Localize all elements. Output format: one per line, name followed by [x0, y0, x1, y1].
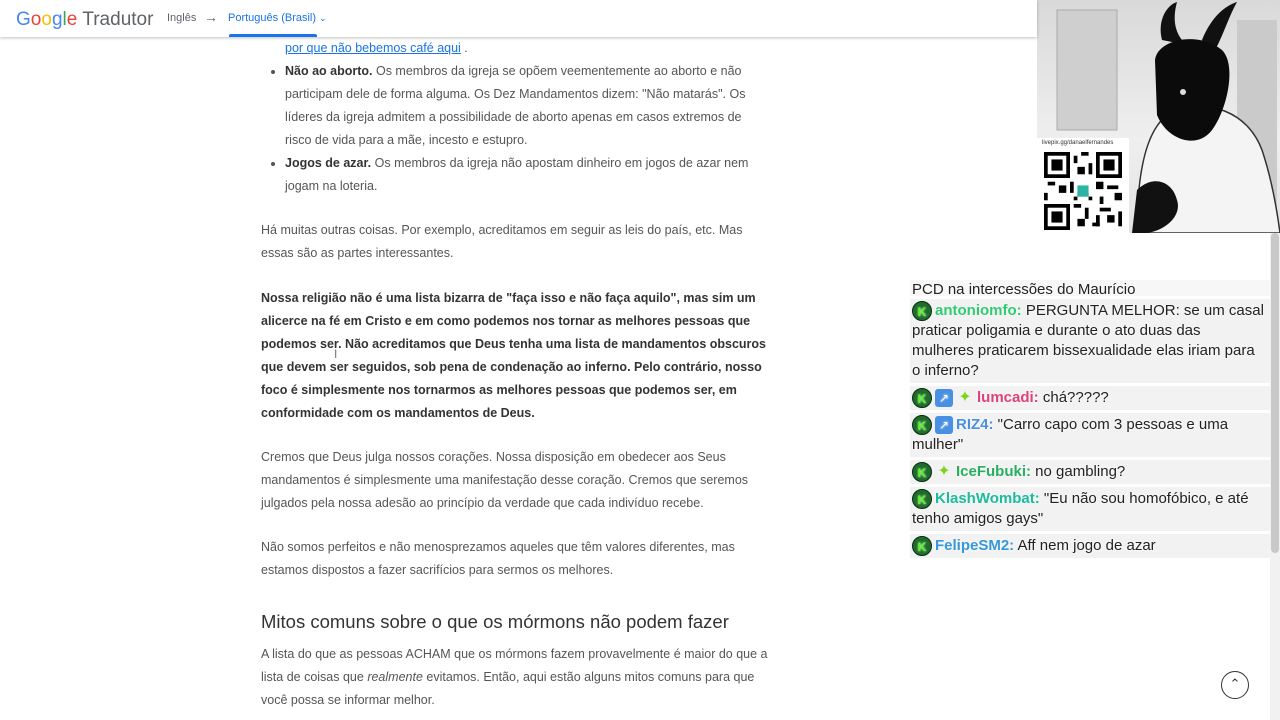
chat-message-list: [910, 299, 1270, 558]
chevron-up-icon: ⌃: [1229, 676, 1241, 691]
pickaxe-badge-icon: ↗: [935, 389, 953, 407]
chevron-down-icon: ⌄: [319, 13, 327, 23]
logo-letter: e: [66, 9, 78, 30]
qr-code-card[interactable]: [1037, 138, 1129, 233]
translate-toolbar: [0, 0, 1037, 37]
list-item: [285, 152, 771, 198]
chat-text: "Eu não sou homofóbico, e até tenho amigos gays": [912, 490, 1249, 528]
chat-text: "Carro capo com 3 pessoas e uma mulher": [912, 416, 1229, 454]
logo-letter: l: [62, 9, 67, 30]
paragraph: Não somos perfeitos e não menosprezamos aqueles que têm valores diferentes, mas estamos dispostos a fazer sacrifícios para sermos os melhores.: [261, 540, 735, 577]
bullet-text: Os membros da igreja não apostam dinheiro em jogos de azar nem jogam na loteria.: [285, 156, 749, 193]
kick-badge-icon: K: [912, 415, 932, 435]
emphasis-text: realmente: [367, 670, 423, 684]
webcam-overlay: [1037, 0, 1280, 233]
paragraph-text: evitamos. Então, aqui estão alguns mitos comuns para que você possa se informar melhor.: [261, 670, 755, 707]
coffee-article-link[interactable]: por que não bebemos café aqui: [285, 41, 461, 55]
chat-message: [910, 386, 1270, 410]
article-body: [261, 37, 771, 712]
target-language-button[interactable]: [228, 12, 327, 24]
kick-badge-icon: K: [912, 536, 932, 556]
chat-message: [910, 487, 1270, 531]
kick-badge-icon: K: [912, 301, 932, 321]
google-translate-logo[interactable]: [16, 9, 153, 31]
chat-message: [910, 460, 1270, 484]
logo-letter: o: [41, 9, 52, 30]
arrow-right-icon: →: [204, 9, 218, 25]
chat-username[interactable]: antoniomfo:: [935, 302, 1022, 319]
paragraph: Cremos que Deus julga nossos corações. Nossa disposição em obedecer aos Seus mandamentos é simplesmente uma manifestação desse coração. Cremos que seremos julgados pela nossa adesão ao princípio da verdade que cada indivíduo recebe.: [261, 450, 749, 510]
chat-username[interactable]: RIZ4:: [956, 416, 994, 434]
paragraph: [261, 643, 771, 712]
text-cursor-icon: I: [334, 347, 338, 361]
page-scrollbar[interactable]: [1270, 233, 1280, 720]
chat-text: Aff nem jogo de azar: [1014, 537, 1156, 555]
chat-message: [910, 413, 1270, 457]
source-language-button[interactable]: Inglês: [167, 12, 197, 24]
list-item: [285, 37, 771, 60]
kick-badge-icon: K: [912, 489, 932, 509]
sparkle-badge-icon: ✦: [958, 389, 972, 407]
logo-letter: o: [30, 9, 42, 30]
bullet-title: Jogos de azar.: [285, 156, 372, 170]
list-item: [285, 60, 771, 152]
link-suffix: .: [460, 41, 468, 55]
scroll-to-top-button[interactable]: [1221, 671, 1249, 699]
bullet-list: [261, 37, 771, 198]
target-language-label: Português (Brasil): [228, 12, 317, 24]
logo-letter: G: [16, 9, 31, 30]
sparkle-badge-icon: ✦: [937, 463, 951, 481]
chat-text: no gambling?: [1031, 463, 1126, 481]
bullet-text: Os membros da igreja se opõem veementemente ao aborto e não participam dele de forma alguma. Os Dez Mandamentos dizem: "Não matarás". Os líderes da igreja admitem a possibilidade de aborto apenas em casos extremos de risco de vida para a mãe, incesto e estupro.: [285, 64, 746, 147]
paragraph-bold: Nossa religião não é uma lista bizarra de "faça isso e não faça aquilo", mas sim um alicerce na fé em Cristo e em como podemos nos tornar as melhores pessoas que podemos ser. Não acreditamos que Deus tenha uma lista de mandamentos obscuros que devem ser seguidos, sob pena de condenação ao inferno. Pelo contrário, nosso foco é simplesmente nos tornarmos as melhores pessoas que podemos ser, em conformidade com os mandamentos de Deus.: [261, 291, 767, 420]
chat-text: chá?????: [1038, 389, 1109, 407]
chat-message: [910, 534, 1270, 558]
chat-username[interactable]: IceFubuki:: [956, 463, 1032, 481]
stream-chat: [910, 280, 1270, 561]
chat-username[interactable]: lumcadi:: [977, 389, 1039, 407]
qr-code-icon: [1044, 152, 1122, 230]
chat-text: PERGUNTA MELHOR: se um casal praticar poligamia e durante o ato duas das mulheres praticarem bissexualidade elas iriam para o inferno?: [912, 302, 1264, 380]
bullet-title: Não ao aborto.: [285, 64, 373, 78]
paragraph-text: A lista do que as pessoas ACHAM que os mórmons fazem provavelmente é maior do que a lista de coisas que: [261, 647, 768, 684]
paragraph: Há muitas outras coisas. Por exemplo, acreditamos em seguir as leis do país, etc. Mas essas são as partes interessantes.: [261, 223, 743, 260]
chat-username[interactable]: FelipeSM2:: [935, 537, 1015, 555]
kick-badge-icon: K: [912, 462, 932, 482]
kick-badge-icon: K: [912, 388, 932, 408]
section-heading: Mitos comuns sobre o que os mórmons não podem fazer: [261, 611, 729, 632]
chat-message: [910, 299, 1270, 383]
qr-url-label: livepix.gg/danaelfernandes: [1042, 140, 1114, 146]
logo-letter: g: [51, 9, 63, 30]
pickaxe-badge-icon: ↗: [935, 416, 953, 434]
scrollbar-thumb[interactable]: [1271, 233, 1279, 553]
active-language-indicator: [229, 34, 317, 37]
chat-message-partial: PCD na intercessões do Maurício: [910, 280, 1270, 296]
chat-username[interactable]: KlashWombat:: [935, 490, 1040, 508]
logo-suffix: Tradutor: [82, 9, 154, 30]
